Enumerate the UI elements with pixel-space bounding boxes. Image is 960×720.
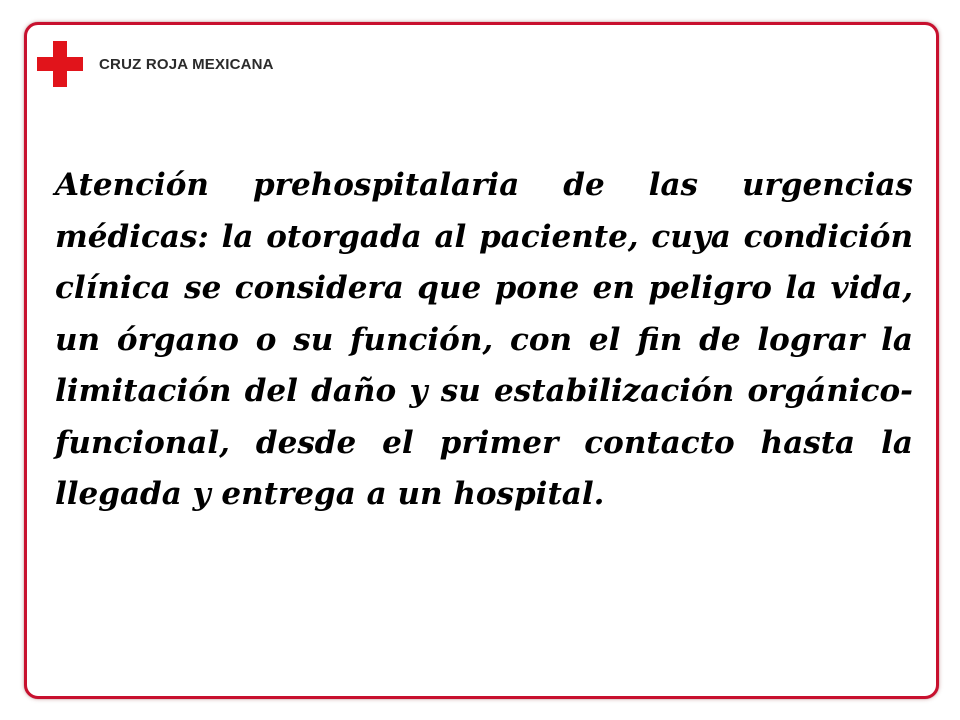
cruz-roja-logo [37,41,274,87]
red-cross-icon [37,41,83,87]
logo-text: CRUZ ROJA MEXICANA [99,55,274,73]
definition-paragraph: Atención prehospitalaria de las urgencias médicas: la otorgada al paciente, cuya condición clínica se considera que pone en peligro la vida, un órgano o su función, con el fin de lograr la limitación del daño y su estabilización orgánico-funcional, desde el primer contacto hasta la llegada y entrega a un hospital. [55,167,913,512]
